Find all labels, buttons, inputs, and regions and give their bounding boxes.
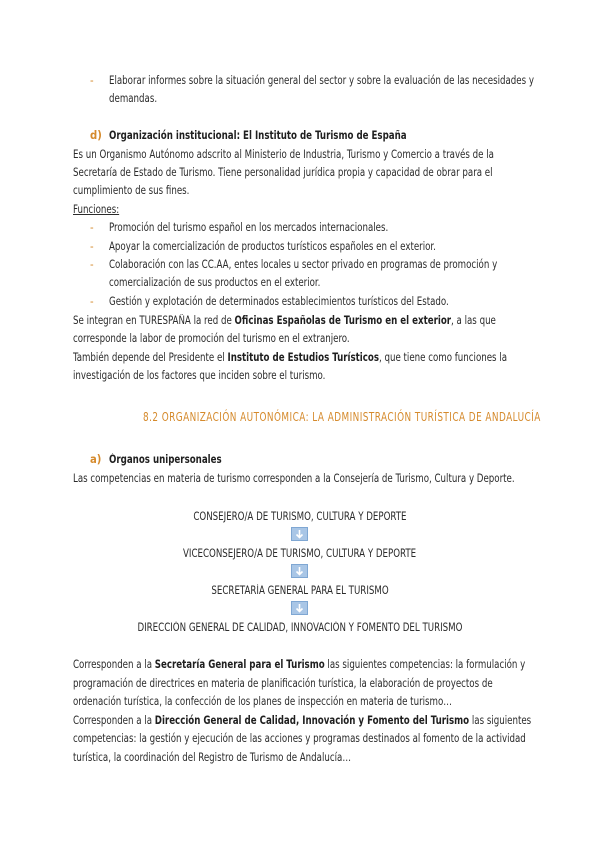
paragraph-line: corresponde la labor de promoción del turismo en el extranjero. xyxy=(73,332,350,345)
paragraph-line: Corresponden a la Dirección General de Calidad, Innovación y Fomento del Turismo las siguientes xyxy=(73,714,532,727)
bullet-text: Apoyar la comercialización de productos turísticos españoles en el exterior. xyxy=(109,240,436,253)
paragraph-line: Corresponden a la Secretaría General para el Turismo las siguientes competencias: la formulación y xyxy=(73,658,526,671)
bullet-dash: - xyxy=(90,295,94,308)
bold-term: Secretaría General para el Turismo xyxy=(154,658,325,671)
section-title: Órganos unipersonales xyxy=(109,453,222,466)
section-heading: 8.2 ORGANIZACIÓN AUTONÓMICA: LA ADMINISTRACIÓN TURÍSTICA DE ANDALUCÍA xyxy=(143,410,541,424)
bullet-text: Colaboración con las CC.AA, entes locales u sector privado en programas de promoción y xyxy=(109,258,498,271)
hierarchy-level-1: CONSEJERO/A DE TURISMO, CULTURA Y DEPORTE xyxy=(193,510,407,523)
arrow-down-icon xyxy=(291,601,308,615)
funciones-label: Funciones: xyxy=(73,203,120,216)
section-title: Organización institucional: El Instituto de Turismo de España xyxy=(109,129,407,142)
arrow-down-icon xyxy=(291,564,308,578)
paragraph-line: Es un Organismo Autónomo adscrito al Ministerio de Industria, Turismo y Comercio a través de la xyxy=(73,148,494,161)
paragraph-line: cumplimiento de sus fines. xyxy=(73,184,190,197)
hierarchy-level-2: VICECONSEJERO/A DE TURISMO, CULTURA Y DEPORTE xyxy=(183,547,417,560)
paragraph-line: Las competencias en materia de turismo corresponden a la Consejería de Turismo, Cultura y Deporte. xyxy=(73,472,515,485)
bullet-text: Promoción del turismo español en los mercados internacionales. xyxy=(109,221,389,234)
bullet-text: Gestión y explotación de determinados establecimientos turísticos del Estado. xyxy=(109,295,449,308)
bullet-text: demandas. xyxy=(109,92,158,105)
bold-term: Instituto de Estudios Turísticos xyxy=(227,351,379,364)
bullet-text: Elaborar informes sobre la situación general del sector y sobre la evaluación de las necesidades y xyxy=(109,74,535,87)
bullet-dash: - xyxy=(90,258,94,271)
bullet-text: comercialización de sus productos en el exterior. xyxy=(109,276,321,289)
arrow-down-icon xyxy=(291,527,308,541)
paragraph-line: competencias: la gestión y ejecución de las acciones y programas destinados al fomento de la actividad xyxy=(73,732,526,745)
bullet-dash: - xyxy=(90,74,94,87)
bold-term: Dirección General de Calidad, Innovación y Fomento del Turismo xyxy=(154,714,470,727)
paragraph-line: Secretaría de Estado de Turismo. Tiene personalidad jurídica propia y capacidad de obrar para el xyxy=(73,166,493,179)
paragraph-line: investigación de los factores que inciden sobre el turismo. xyxy=(73,369,326,382)
section-letter: d) xyxy=(90,129,102,142)
bold-term: Oficinas Españolas de Turismo en el exterior xyxy=(234,314,452,327)
paragraph-line: turística, la coordinación del Registro de Turismo de Andalucía… xyxy=(73,751,351,764)
bullet-dash: - xyxy=(90,240,94,253)
paragraph-line: programación de directrices en materia de planificación turística, la elaboración de proyectos de xyxy=(73,677,493,690)
hierarchy-level-4: DIRECCIÓN GENERAL DE CALIDAD, INNOVACIÓN Y FOMENTO DEL TURISMO xyxy=(137,621,463,634)
bullet-dash: - xyxy=(90,221,94,234)
paragraph-line: Se integran en TURESPAÑA la red de Oficinas Españolas de Turismo en el exterior, a las que xyxy=(73,314,496,327)
section-letter: a) xyxy=(90,453,102,466)
hierarchy-level-3: SECRETARÍA GENERAL PARA EL TURISMO xyxy=(211,584,389,597)
paragraph-line: ordenación turística, la confección de los planes de inspección en materia de turismo… xyxy=(73,695,452,708)
paragraph-line: También depende del Presidente el Instituto de Estudios Turísticos, que tiene como funciones la xyxy=(73,351,508,364)
